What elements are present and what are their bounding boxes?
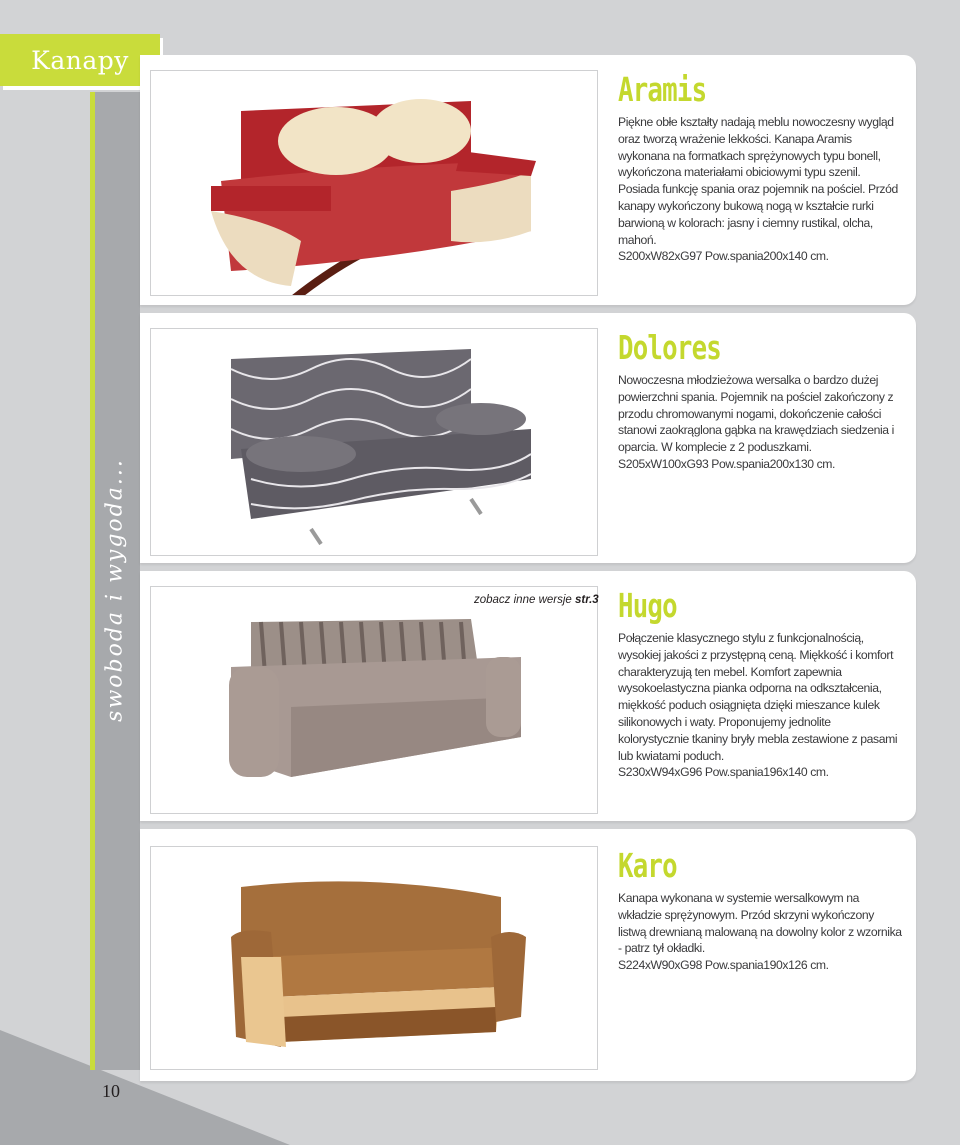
product-title: Aramis [618,70,707,109]
product-dimensions: S205xW100xG93 Pow.spania200x130 cm. [618,456,836,471]
product-photo-karo [150,846,598,1070]
product-description [618,890,903,974]
product-title: Hugo [618,586,677,625]
product-description-text: Nowoczesna młodzieżowa wersalka o bardzo dużej powierzchni spania. Pojemnik na pościel zakończony z przodu chromowanymi nogami, dokończenie całości stanowi zaokrąglona gąbka na krawędziach siedzenia i oparcia. W komplecie z 2 poduszkami. [618,373,894,455]
product-dimensions: S200xW82xG97 Pow.spania200x140 cm. [618,249,829,264]
product-description [618,114,903,265]
product-dimensions: S230xW94xG96 Pow.spania196x140 cm. [618,765,829,780]
see-other-versions[interactable] [474,594,599,606]
product-card-dolores [140,313,916,563]
sofa-taupe-illustration [151,587,598,814]
product-card-aramis [140,55,916,305]
product-title: Karo [618,846,677,885]
product-description-text: Połączenie klasycznego stylu z funkcjonalnością, wysokiej jakości z przystępną ceną. Miękkość i komfort charakteryzują ten mebel. Komfort zapewnia wysokoelastyczna pianka odporna na odkształcenia, miękkość poduch osiągnięta dzięki mieszance kulek silikonowych i waty. Proponujemy jednolite kolorystycznie tkaniny bryły mebla zestawione z pasami lub kwiatami poduch. [618,631,898,763]
sofa-brown-illustration [151,847,598,1070]
product-photo-dolores [150,328,598,556]
sofa-red-illustration [151,71,598,296]
see-other-ref[interactable]: str.3 [575,594,599,606]
side-accent-line [90,92,95,1070]
category-tab: Kanapy [0,34,160,86]
product-description-text: Kanapa wykonana w systemie wersalkowym na wkładzie sprężynowym. Przód skrzyni wykończony listwą drewnianą malowaną na dowolny kolor z wzornika - patrz tył okładki. [618,891,902,956]
see-other-text: zobacz inne wersje [474,594,572,606]
product-dimensions: S224xW90xG98 Pow.spania190x126 cm. [618,958,829,973]
product-description [618,372,903,473]
product-description [618,630,903,781]
product-card-hugo [140,571,916,821]
sofa-grey-illustration [151,329,598,556]
product-info-aramis [618,70,903,265]
page-number: 10 [102,1081,120,1101]
product-info-hugo [618,586,903,781]
product-card-karo [140,829,916,1081]
side-slogan: swoboda i wygoda... [102,458,128,722]
product-photo-hugo [150,586,598,814]
product-title: Dolores [618,328,722,367]
product-description-text: Piękne obłe kształty nadają meblu nowoczesny wygląd oraz tworzą wrażenie lekkości. Kanapa Aramis wykonana na formatkach sprężynowych typu bonell, wykończona materiałami obiciowymi typu szenil. Posiada funkcję spania oraz pojemnik na pościel. Przód kanapy wykończony bukową nogą w kształcie rurki barwioną w kolorach: jasny i ciemny rustikal, olcha, mahoń. [618,115,898,247]
product-photo-aramis [150,70,598,296]
product-info-dolores [618,328,903,473]
product-info-karo [618,846,903,974]
